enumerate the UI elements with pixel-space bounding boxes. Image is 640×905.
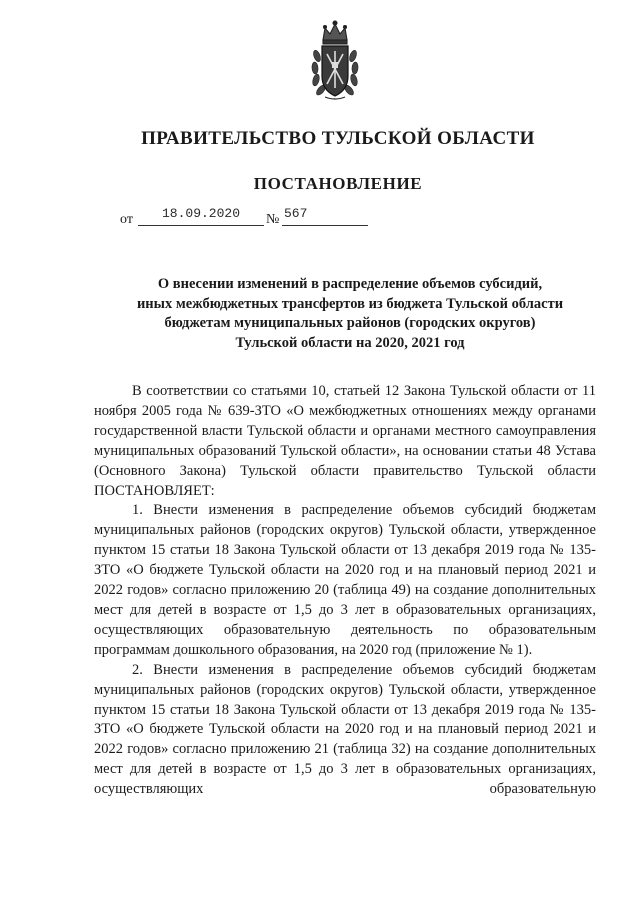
number-label: № [266,212,280,227]
date-value: 18.09.2020 [138,207,264,226]
subject-line: Тульской области на 2020, 2021 год [235,334,465,351]
document-subject [100,275,600,353]
coat-of-arms-icon [311,18,359,100]
document-body [94,382,596,800]
body-paragraph-2: 2. Внести изменения в распределение объемов субсидий бюджетам муниципальных районов (городских округов) Тульской области, утвержденное пунктом 15 статьи 18 Закона Тульской области от 13 декабря 2019 года № 135-ЗТО «О бюджете Тульской области на 2020 год и на плановый период 2021 и 2022 годов» согласно приложению 21 (таблица 32) на создание дополнительных мест для детей в возрасте от 1,5 до 3 лет в образовательных организациях, осуществляющих образовательную [94,661,596,798]
body-paragraph-1: 1. Внести изменения в распределение объемов субсидий бюджетам муниципальных районов (городских округов) Тульской области, утвержденное пунктом 15 статьи 18 Закона Тульской области от 13 декабря 2019 года № 135-ЗТО «О бюджете Тульской области на 2020 год и на плановый период 2021 и 2022 годов» согласно приложению 20 (таблица 49) на создание дополнительных мест для детей в возрасте от 1,5 до 3 лет в образовательных организациях, осуществляющих образовательную деятельность по образовательным программам дошкольного образования, на 2020 год (приложение № 1). [94,502,596,658]
subject-line: иных межбюджетных трансфертов из бюджета Тульской области [136,295,564,312]
number-value: 567 [282,207,368,226]
document-type: ПОСТАНОВЛЕНИЕ [253,174,423,193]
government-title: ПРАВИТЕЛЬСТВО ТУЛЬСКОЙ ОБЛАСТИ [141,128,535,149]
body-paragraph-preamble: В соответствии со статьями 10, статьей 12 Закона Тульской области от 11 ноября 2005 года № 639-ЗТО «О межбюджетных отношениях между органами государственной власти Тульской области и органами местного самоуправления муниципальных образований Тульской области», на основании статьи 48 Устава (Основного Закона) Тульской области правительство Тульской области ПОСТАНОВЛЯЕТ: [94,383,596,499]
date-label: от [120,212,133,227]
subject-line: бюджетам муниципальных районов (городских округов) [164,315,536,331]
subject-line: О внесении изменений в распределение объемов субсидий, [157,276,543,292]
